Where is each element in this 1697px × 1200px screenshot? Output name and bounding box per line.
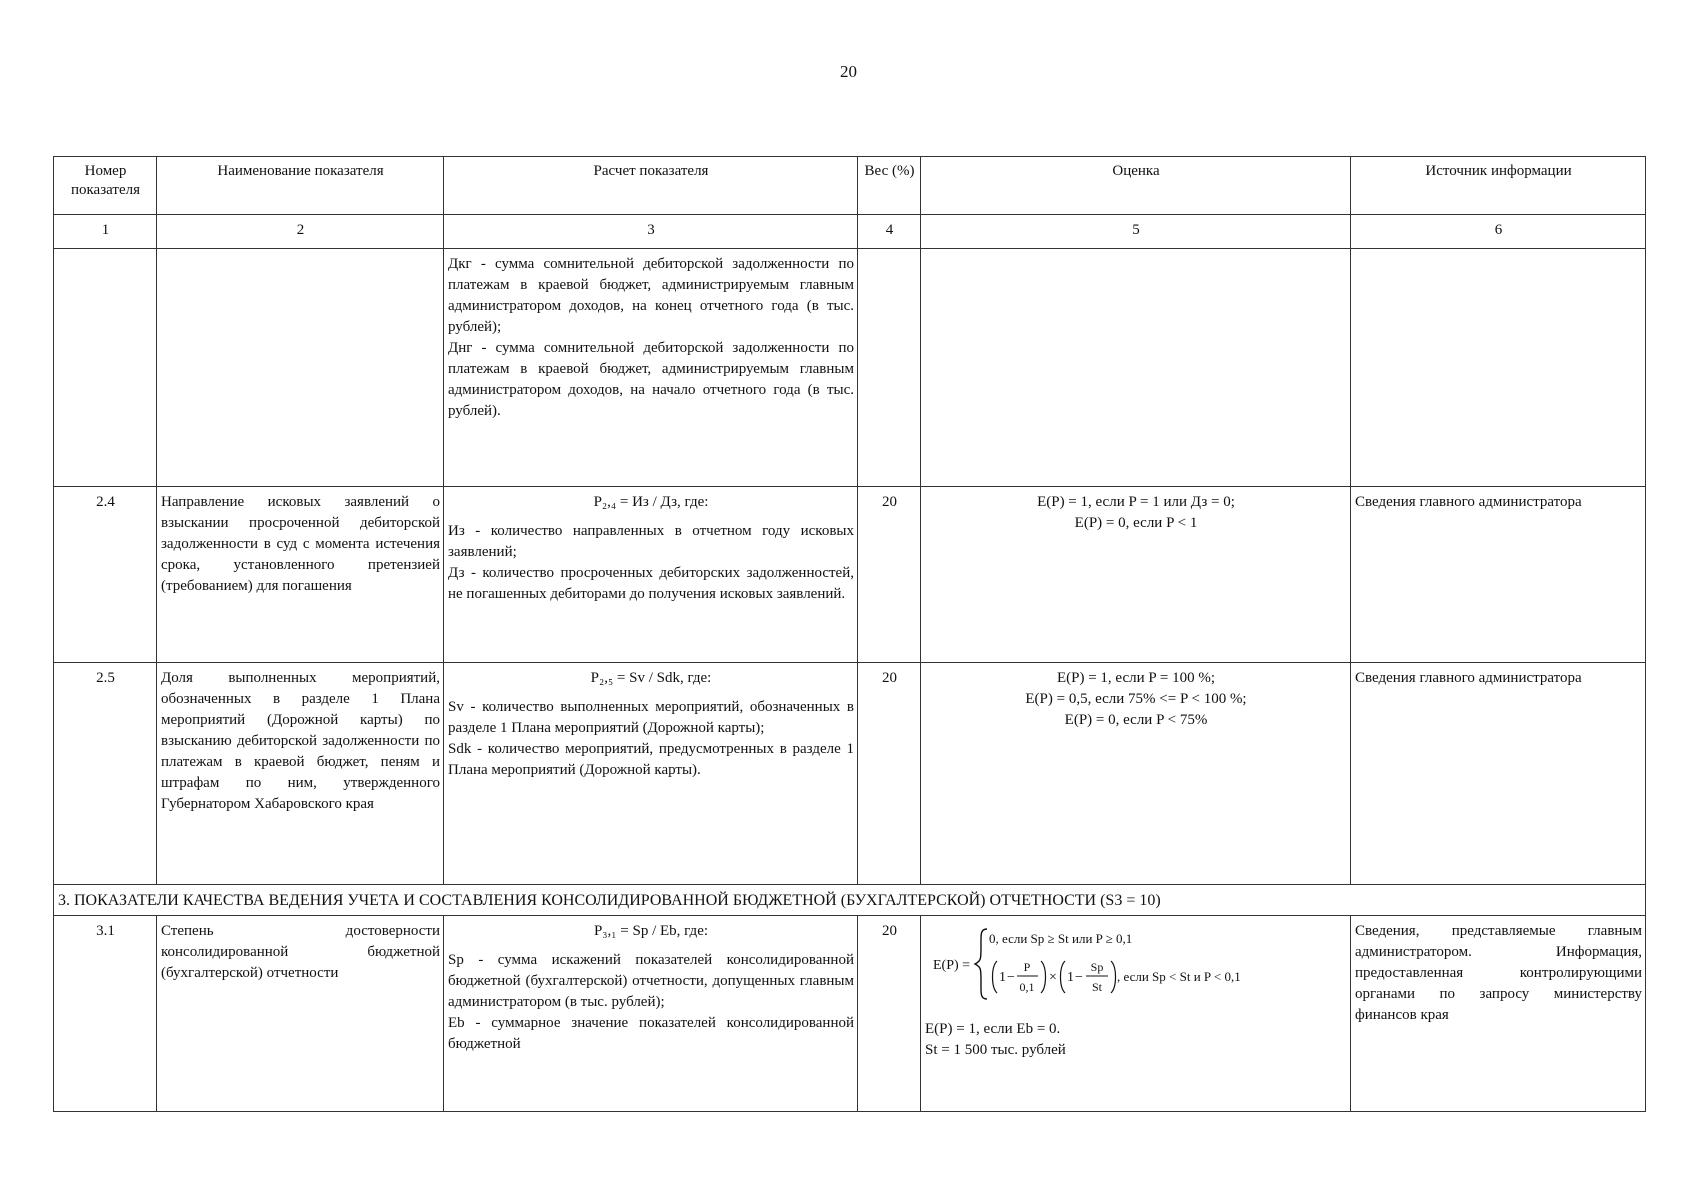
indicator-weight: 20 xyxy=(858,916,921,1112)
calc-text: Дкг - сумма сомнительной дебиторской задолженности по платежам в краевой бюджет, администрируемым главным администратором доходов, на конец отчетного года (в тыс. рублей); xyxy=(448,256,854,335)
svg-text:−: − xyxy=(1007,970,1015,985)
cell-empty xyxy=(157,249,444,487)
table-row-2-5 xyxy=(54,663,1646,885)
col-number: 1 xyxy=(54,215,157,249)
information-source: Сведения главного администратора xyxy=(1351,663,1646,885)
indicator-weight: 20 xyxy=(858,487,921,663)
calc-formula: P₂,₅ = Sv / Sdk, где: xyxy=(590,670,712,686)
header-weight: Вес (%) xyxy=(858,157,921,215)
svg-text:−: − xyxy=(1075,970,1083,985)
formula-frac-den: St xyxy=(1091,980,1103,994)
cell-empty xyxy=(921,249,1351,487)
formula-lhs: E(P) = xyxy=(933,958,971,973)
indicator-name: Направление исковых заявлений о взыскании просроченной дебиторской задолженности в суд с момента истечения срока, установленного претензией (требованием) для погашения xyxy=(157,487,444,663)
formula-frac-num: Sp xyxy=(1090,960,1104,974)
evaluation-line: E(P) = 0,5, если 75% <= P < 100 %; xyxy=(1025,691,1247,707)
evaluation-line: E(P) = 1, если P = 1 или Дз = 0; xyxy=(1037,494,1235,510)
calc-text: Sdk - количество мероприятий, предусмотренных в разделе 1 Плана мероприятий (Дорожной карты). xyxy=(448,741,854,778)
calc-cell xyxy=(444,916,858,1112)
indicator-name: Доля выполненных мероприятий, обозначенных в разделе 1 Плана мероприятий (Дорожной карты) по взысканию дебиторской задолженности по платежам в краевой бюджет, пеням и штрафам по ним, утвержденного Губернатором Хабаровского края xyxy=(157,663,444,885)
information-source: Сведения главного администратора xyxy=(1351,487,1646,663)
calc-text: Из - количество направленных в отчетном году исковых заявлений; xyxy=(448,523,854,560)
table-row-continuation xyxy=(54,249,1646,487)
table-header-row xyxy=(54,157,1646,215)
evaluation-line: E(P) = 0, если P < 75% xyxy=(1064,712,1208,728)
formula-frac-num: P xyxy=(1023,960,1031,974)
formula-one: 1 xyxy=(1067,970,1074,985)
evaluation-note: St = 1 500 тыс. рублей xyxy=(925,1042,1066,1058)
formula-one: 1 xyxy=(999,970,1006,985)
table-row-3-1 xyxy=(54,916,1646,1112)
calc-formula: P₃,₁ = Sp / Eb, где: xyxy=(593,923,709,939)
evaluation-cell xyxy=(921,663,1351,885)
indicator-number: 2.5 xyxy=(54,663,157,885)
evaluation-cell xyxy=(921,916,1351,1112)
calc-text: Sp - сумма искажений показателей консолидированной бюджетной (бухгалтерской) отчетности, допущенных главным администратором (в тыс. рублей); xyxy=(448,952,854,1010)
formula-frac-den: 0,1 xyxy=(1019,980,1035,994)
calc-text: Sv - количество выполненных мероприятий, обозначенных в разделе 1 Плана мероприятий (Дорожной карты); xyxy=(448,699,854,736)
col-number: 2 xyxy=(157,215,444,249)
calc-text: Днг - сумма сомнительной дебиторской задолженности по платежам в краевой бюджет, администрируемым главным администратором доходов, на начало отчетного года (в тыс. рублей). xyxy=(448,340,854,419)
cell-empty xyxy=(54,249,157,487)
indicator-name: Степень достоверности консолидированной бюджетной (бухгалтерской) отчетности xyxy=(157,916,444,1112)
indicators-table xyxy=(53,156,1646,1112)
calc-text: Дз - количество просроченных дебиторских задолженностей, не погашенных дебиторами до получения исковых заявлений. xyxy=(448,565,854,602)
calc-text: Eb - суммарное значение показателей консолидированной бюджетной xyxy=(448,1015,854,1052)
section-title: 3. ПОКАЗАТЕЛИ КАЧЕСТВА ВЕДЕНИЯ УЧЕТА И СОСТАВЛЕНИЯ КОНСОЛИДИРОВАННОЙ БЮДЖЕТНОЙ (БУХГАЛТЕРСКОЙ) ОТЧЕТНОСТИ (S3 = 10) xyxy=(54,885,1646,916)
column-numbers-row xyxy=(54,215,1646,249)
page-number: 20 xyxy=(840,62,857,81)
header-source: Источник информации xyxy=(1351,157,1646,215)
svg-text:×: × xyxy=(1049,970,1057,985)
formula-case-2: , если Sp < St и P < 0,1 xyxy=(1117,969,1241,984)
evaluation-note: E(P) = 1, если Eb = 0. xyxy=(925,1021,1061,1037)
evaluation-formula xyxy=(925,923,1325,1005)
indicator-number: 3.1 xyxy=(54,916,157,1112)
indicator-weight: 20 xyxy=(858,663,921,885)
col-number: 4 xyxy=(858,215,921,249)
cell-empty xyxy=(858,249,921,487)
evaluation-line: E(P) = 1, если P = 100 %; xyxy=(1056,670,1216,686)
header-calc: Расчет показателя xyxy=(444,157,858,215)
indicator-number: 2.4 xyxy=(54,487,157,663)
calc-cell xyxy=(444,249,858,487)
formula-case-1: 0, если Sp ≥ St или P ≥ 0,1 xyxy=(989,931,1133,946)
evaluation-cell xyxy=(921,487,1351,663)
calc-cell xyxy=(444,487,858,663)
calc-formula: P₂,₄ = Из / Дз, где: xyxy=(593,494,709,510)
cell-empty xyxy=(1351,249,1646,487)
col-number: 6 xyxy=(1351,215,1646,249)
header-number: Номер показателя xyxy=(54,157,157,215)
section-header-row xyxy=(54,885,1646,916)
col-number: 5 xyxy=(921,215,1351,249)
calc-cell xyxy=(444,663,858,885)
evaluation-line: E(P) = 0, если P < 1 xyxy=(1074,515,1198,531)
information-source: Сведения, представляемые главным администратором. Информация, предоставленная контролирующими органами по запросу министерству финансов края xyxy=(1351,916,1646,1112)
header-name: Наименование показателя xyxy=(157,157,444,215)
col-number: 3 xyxy=(444,215,858,249)
table-row-2-4 xyxy=(54,487,1646,663)
header-evaluation: Оценка xyxy=(921,157,1351,215)
